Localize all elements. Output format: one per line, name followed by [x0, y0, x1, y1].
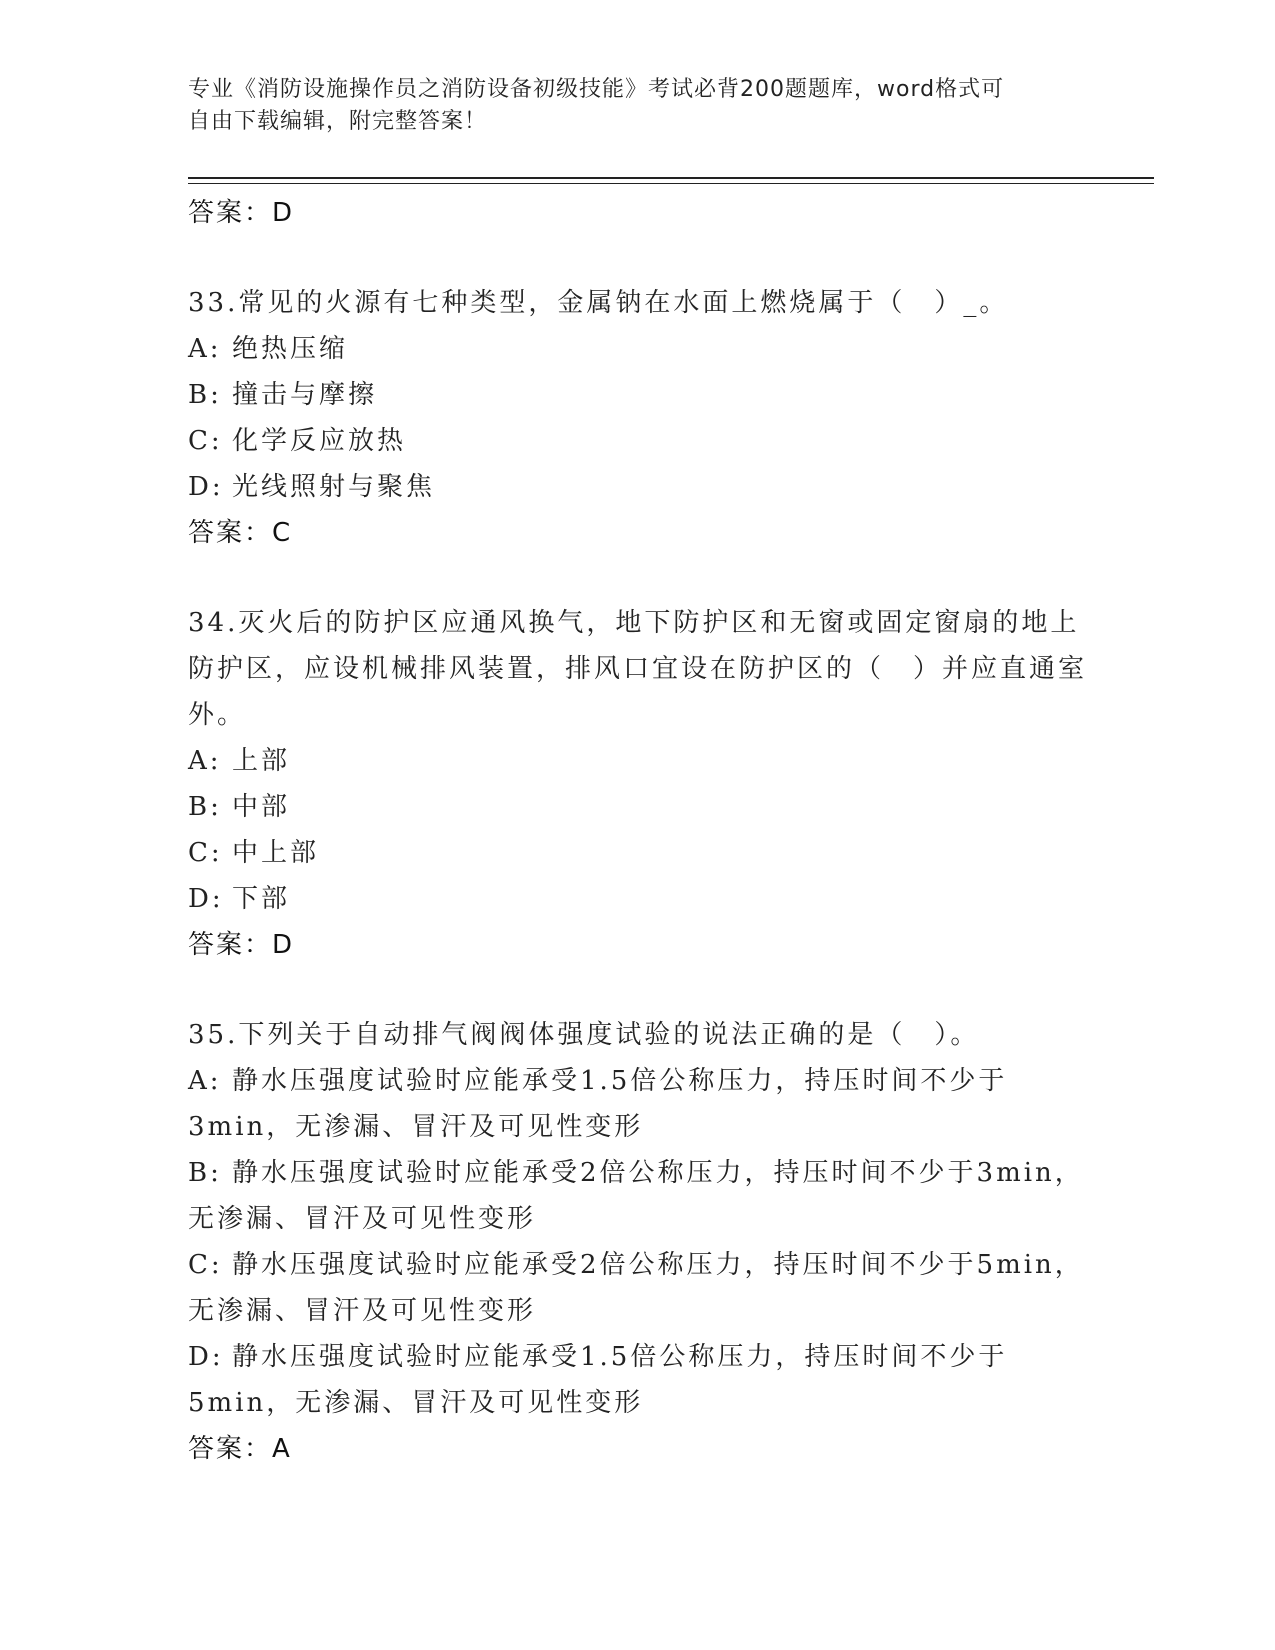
answer-label: 答案：C: [188, 518, 293, 548]
answer-label: 答案：D: [188, 930, 295, 960]
option-d: [188, 1334, 1088, 1426]
option-d: [188, 876, 1088, 922]
option-text: 上部: [232, 746, 291, 776]
option-letter: D:: [188, 472, 224, 502]
answer-label: 答案：A: [188, 1434, 292, 1464]
question-text: 33.常见的火源有七种类型，金属钠在水面上燃烧属于（ ）_。: [188, 288, 1009, 318]
question-list: [188, 190, 1088, 1472]
header-line-1: 专业《消防设施操作员之消防设备初级技能》考试必背200题题库，word格式可: [188, 77, 1005, 102]
option-letter: A:: [188, 746, 222, 776]
question-text: 34.灭火后的防护区应通风换气，地下防护区和无窗或固定窗扇的地上防护区，应设机械排风装置，排风口宜设在防护区的（ ）并应直通室外。: [188, 608, 1088, 730]
option-text: 绝热压缩: [232, 334, 349, 364]
header-divider-thin: [188, 183, 1154, 184]
question-block-35: [188, 1012, 1088, 1472]
option-text: 下部: [232, 884, 291, 914]
option-c: [188, 418, 1088, 464]
option-letter: C:: [188, 1250, 223, 1280]
option-text: 静水压强度试验时应能承受2倍公称压力，持压时间不少于3min，无渗漏、冒汗及可见性变形: [188, 1158, 1084, 1234]
option-a: [188, 738, 1088, 784]
option-b: [188, 372, 1088, 418]
option-text: 静水压强度试验时应能承受2倍公称压力，持压时间不少于5min，无渗漏、冒汗及可见性变形: [188, 1250, 1084, 1326]
option-text: 静水压强度试验时应能承受1.5倍公称压力，持压时间不少于3min，无渗漏、冒汗及可见性变形: [188, 1066, 1008, 1142]
option-letter: A:: [188, 1066, 222, 1096]
option-c: [188, 1242, 1088, 1334]
option-text: 中上部: [232, 838, 320, 868]
option-letter: C:: [188, 426, 223, 456]
header-divider-thick: [188, 177, 1154, 179]
header-line-2: 自由下载编辑，附完整答案！: [188, 109, 488, 134]
option-text: 中部: [232, 792, 291, 822]
question-block-34: [188, 600, 1088, 968]
option-a: [188, 1058, 1088, 1150]
option-text: 光线照射与聚焦: [232, 472, 436, 502]
option-letter: A:: [188, 334, 222, 364]
option-c: [188, 830, 1088, 876]
option-letter: B:: [188, 380, 222, 410]
option-b: [188, 1150, 1088, 1242]
option-letter: B:: [188, 792, 222, 822]
option-text: 撞击与摩擦: [232, 380, 378, 410]
option-letter: B:: [188, 1158, 222, 1188]
option-letter: C:: [188, 838, 223, 868]
question-text: 35.下列关于自动排气阀阀体强度试验的说法正确的是（ ）。: [188, 1020, 980, 1050]
option-b: [188, 784, 1088, 830]
option-text: 静水压强度试验时应能承受1.5倍公称压力，持压时间不少于5min，无渗漏、冒汗及可见性变形: [188, 1342, 1008, 1418]
option-a: [188, 326, 1088, 372]
option-text: 化学反应放热: [232, 426, 407, 456]
option-letter: D:: [188, 1342, 224, 1372]
option-letter: D:: [188, 884, 224, 914]
question-block-33: [188, 280, 1088, 556]
option-d: [188, 464, 1088, 510]
answer-label: 答案：D: [188, 198, 295, 228]
document-header: [188, 74, 1068, 138]
